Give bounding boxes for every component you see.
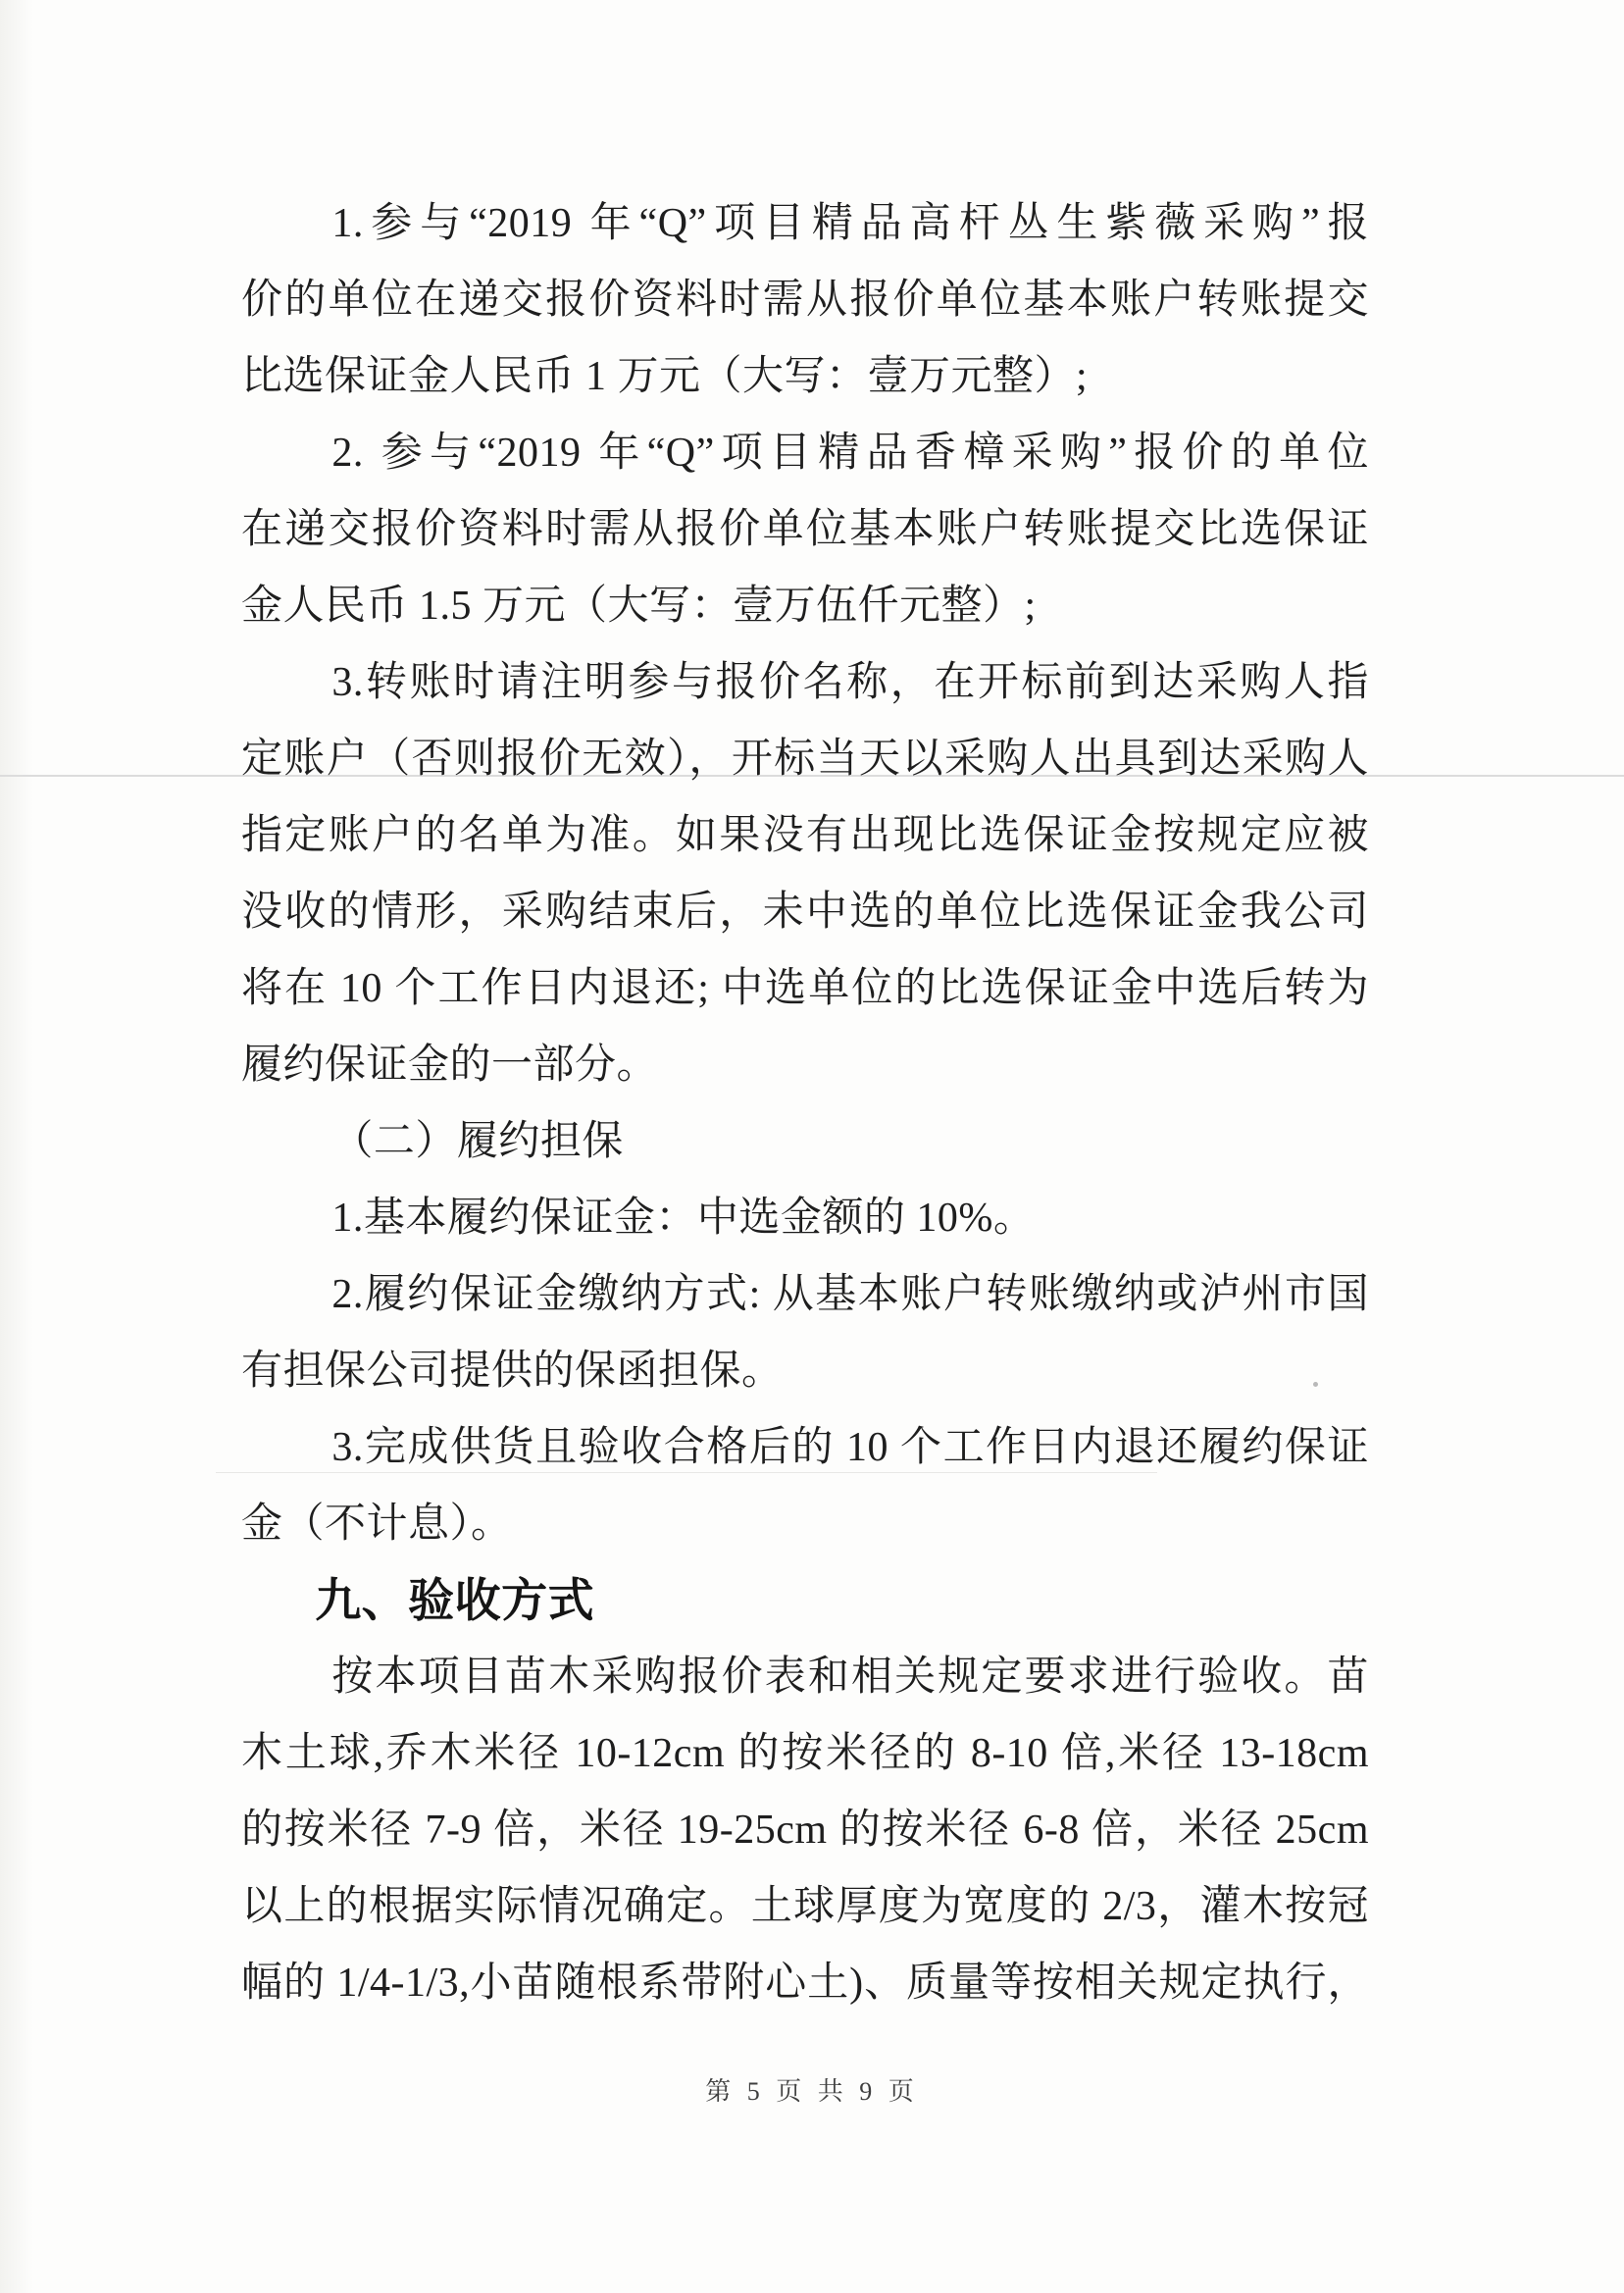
text-line: 没收的情形，采购结束后，未中选的单位比选保证金我公司 [241,890,1369,935]
text-line: 的按米径 7-9 倍，米径 19-25cm 的按米径 6-8 倍，米径 25cm [241,1808,1369,1853]
text-line: 以上的根据实际情况确定。土球厚度为宽度的 2/3，灌木按冠 [241,1884,1369,1929]
page-footer: 第 5 页 共 9 页 [705,2077,919,2106]
text-line: 比选保证金人民币 1 万元（大写：壹万元整）; [241,354,1089,399]
text-block [241,185,1369,2021]
text-line: 按本项目苗木采购报价表和相关规定要求进行验收。苗 [331,1655,1369,1700]
scan-edge-shadow [0,0,33,2293]
text-line: 指定账户的名单为准。如果没有出现比选保证金按规定应被 [241,813,1369,858]
text-line: 定账户（否则报价无效），开标当天以采购人出具到达采购人 [241,737,1369,782]
text-line: 1.基本履约保证金：中选金额的 10%。 [331,1196,1036,1241]
text-line: 有担保公司提供的保函担保。 [241,1349,784,1394]
text-line: 2. 参与“2019 年“Q”项目精品香樟采购”报价的单位 [331,431,1369,476]
text-line: 1.参与“2019 年“Q”项目精品高杆丛生紫薇采购”报 [331,201,1369,246]
text-line: 木土球,乔木米径 10-12cm 的按米径的 8-10 倍,米径 13-18cm [241,1731,1369,1776]
text-line: 3.转账时请注明参与报价名称，在开标前到达采购人指 [331,660,1369,705]
text-line: 2.履约保证金缴纳方式: 从基本账户转账缴纳或泸州市国 [331,1272,1369,1317]
text-line: （二）履约担保 [331,1119,624,1164]
text-line: 在递交报价资料时需从报价单位基本账户转账提交比选保证 [241,507,1369,552]
text-line: 幅的 1/4-1/3,小苗随根系带附心土)、质量等按相关规定执行， [241,1961,1369,2006]
text-line: 价的单位在递交报价资料时需从报价单位基本账户转账提交 [241,278,1369,323]
text-line: 金人民币 1.5 万元（大写：壹万伍仟元整）; [241,584,1037,629]
section-heading: 九、验收方式 [315,1574,595,1626]
text-line: 3.完成供货且验收合格后的 10 个工作日内退还履约保证 [331,1425,1369,1470]
text-line: 金（不计息）。 [241,1502,513,1547]
text-line: 履约保证金的一部分。 [241,1043,659,1088]
text-line: 将在 10 个工作日内退还; 中选单位的比选保证金中选后转为 [241,966,1369,1011]
